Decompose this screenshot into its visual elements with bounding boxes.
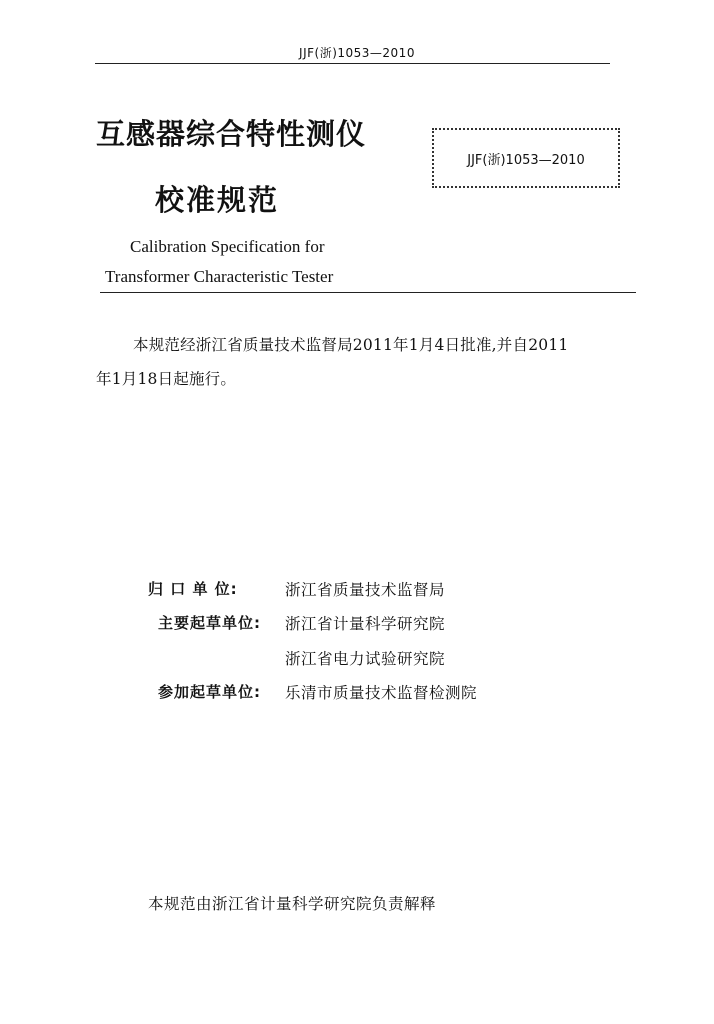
centralized-unit-label: 归 口 单 位:	[148, 580, 238, 598]
standard-code-box	[432, 128, 620, 188]
main-drafting-unit-label: 主要起草单位:	[158, 614, 261, 632]
main-drafting-unit-value-1: 浙江省计量科学研究院	[285, 615, 446, 633]
standard-code-text: JJF(浙)1053—2010	[467, 152, 585, 168]
approval-text-line-2: 年1月18日起施行。	[96, 370, 237, 388]
approval-text-line-1: 本规范经浙江省质量技术监督局2011年1月4日批准,并自2011	[133, 336, 569, 354]
main-drafting-unit-value-2: 浙江省电力试验研究院	[285, 650, 446, 668]
title-line-2: 校准规范	[155, 183, 280, 217]
title-divider	[100, 292, 636, 293]
english-title-line-2: Transformer Characteristic Tester	[105, 267, 334, 286]
participating-unit-label: 参加起草单位:	[158, 683, 261, 701]
centralized-unit-value: 浙江省质量技术监督局	[285, 581, 446, 599]
header-standard-code: JJF(浙)1053—2010	[299, 46, 415, 60]
title-line-1: 互感器综合特性测仪	[96, 117, 367, 151]
english-title-line-1: Calibration Specification for	[130, 237, 325, 256]
header-divider	[95, 63, 610, 64]
interpretation-note: 本规范由浙江省计量科学研究院负责解释	[148, 895, 437, 913]
participating-unit-value: 乐清市质量技术监督检测院	[285, 684, 478, 702]
